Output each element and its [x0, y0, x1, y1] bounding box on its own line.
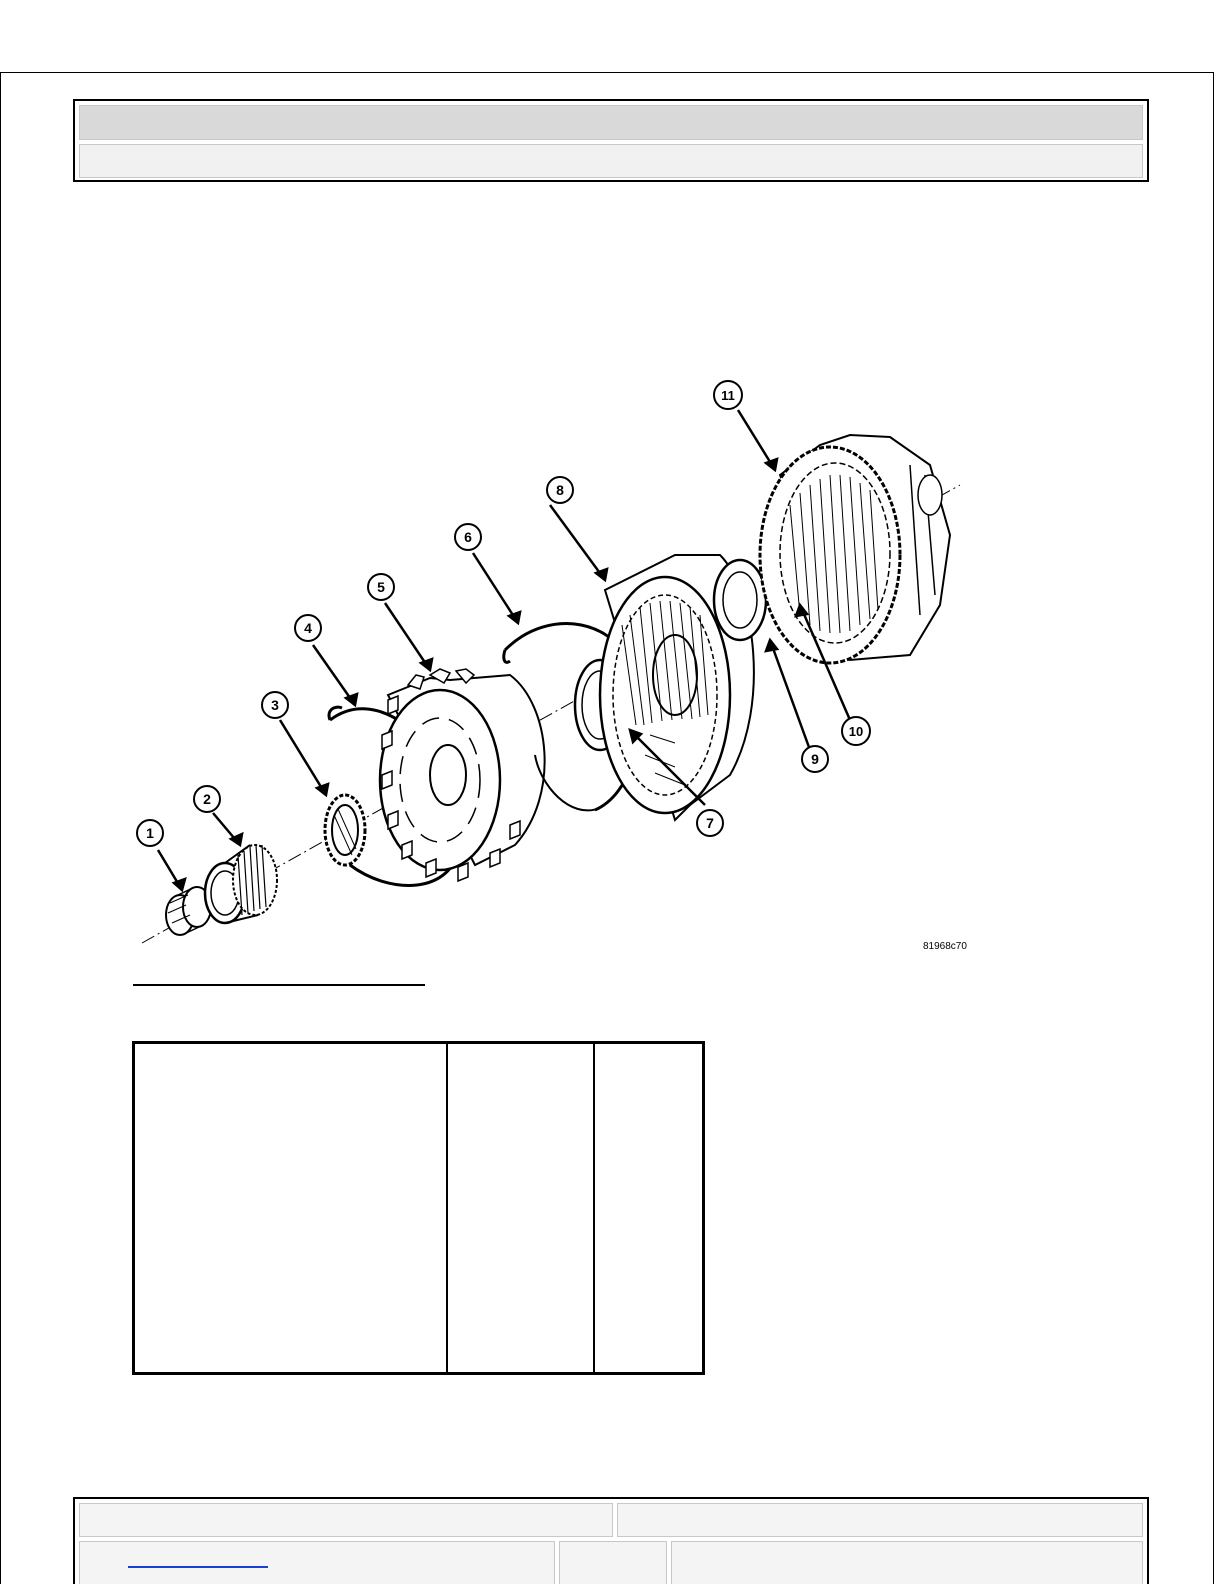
- legend-column-value: [448, 1044, 595, 1372]
- svg-text:8: 8: [556, 482, 564, 498]
- svg-text:10: 10: [848, 724, 864, 739]
- callout-2: [194, 786, 220, 812]
- part-5-hub: [380, 669, 545, 881]
- part-9-washer: [714, 560, 766, 640]
- callout-10: [842, 717, 870, 745]
- footer-row: [79, 1503, 1143, 1537]
- callout-7: [697, 810, 723, 836]
- footer-cell-middle: [559, 1541, 667, 1584]
- svg-text:5: 5: [377, 579, 385, 595]
- footer-cell-link: [79, 1541, 555, 1584]
- header-table: [73, 99, 1149, 182]
- exploded-view-illustration: [130, 375, 980, 960]
- svg-text:6: 6: [464, 529, 472, 545]
- callout-9: [802, 746, 828, 772]
- svg-text:2: 2: [203, 791, 211, 807]
- legend-table: [132, 1041, 705, 1375]
- callout-4: [295, 615, 321, 641]
- svg-text:9: 9: [811, 751, 819, 767]
- part-11-housing: [760, 435, 950, 663]
- callout-6: [455, 524, 481, 550]
- figure-code: 81968c70: [923, 941, 967, 952]
- callout-11: [714, 381, 742, 409]
- callout-8: [547, 477, 573, 503]
- header-subtitle: [79, 144, 1143, 178]
- footer-cell-right: [671, 1541, 1143, 1584]
- header-title: [79, 105, 1143, 140]
- svg-text:3: 3: [271, 697, 279, 713]
- legend-column-extra: [595, 1044, 702, 1372]
- footer-table: [73, 1497, 1149, 1584]
- callout-5: [368, 574, 394, 600]
- figure-caption: [133, 960, 425, 986]
- svg-text:4: 4: [304, 620, 312, 636]
- footer-row: [79, 1541, 1143, 1584]
- footer-cell-right: [617, 1503, 1143, 1537]
- part-3-ring: [325, 795, 365, 865]
- footer-cell-left: [79, 1503, 613, 1537]
- svg-text:1: 1: [146, 825, 154, 841]
- svg-text:11: 11: [721, 388, 735, 403]
- legend-column-description: [135, 1044, 448, 1372]
- callout-1: [137, 820, 163, 846]
- svg-text:7: 7: [706, 815, 714, 831]
- part-2-gear: [205, 845, 277, 923]
- callout-3: [262, 692, 288, 718]
- footer-link[interactable]: [128, 1566, 268, 1568]
